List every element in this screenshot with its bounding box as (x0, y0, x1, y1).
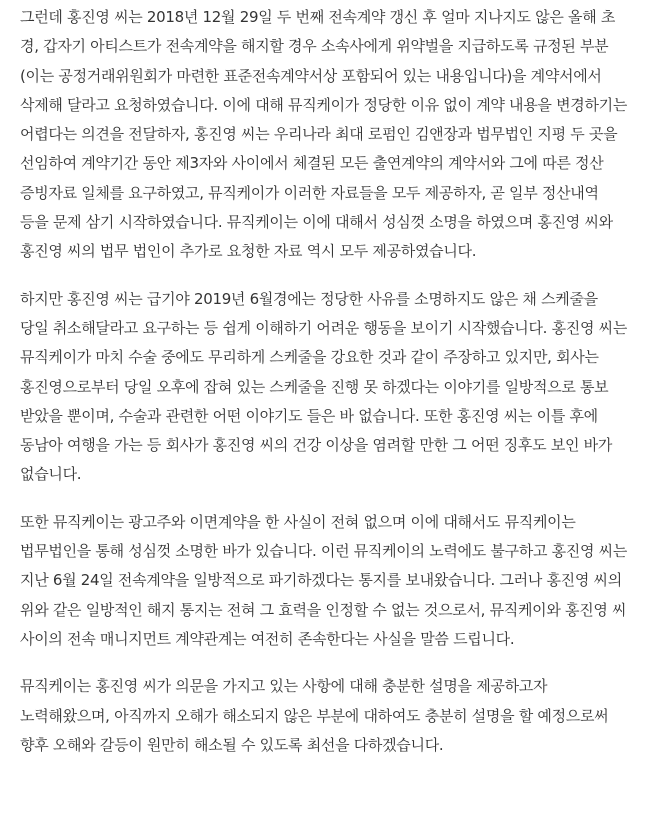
paragraph-3: 또한 뮤직케이는 광고주와 이면계약을 한 사실이 전혀 없으며 이에 대해서도 뮤직케이는 법무법인을 통해 성심껏 소명한 바가 있습니다. 이런 뮤직케이의 노력에도 불구하고 홍진영 씨는 지난 6월 24일 전속계약을 일방적으로 파기하겠다는 통지를 보내왔습니다. 그러나 홍진영 씨의 위와 같은 일방적인 해지 통지는 전혀 그 효력을 인정할 수 없는 것으로서, 뮤직케이와 홍진영 씨 사이의 전속 매니지먼트 계약관계는 여전히 존속한다는 사실을 말씀 드립니다. (20, 512, 628, 648)
paragraph-4: 뮤직케이는 홍진영 씨가 의문을 가지고 있는 사항에 대해 충분한 설명을 제공하고자 노력해왔으며, 아직까지 오해가 해소되지 않은 부분에 대하여도 충분히 설명을 할 예정으로써 향후 오해와 갈등이 원만히 해소될 수 있도록 최선을 다하겠습니다. (20, 677, 609, 754)
paragraph-2: 하지만 홍진영 씨는 급기야 2019년 6월경에는 정당한 사유를 소명하지도 않은 채 스케줄을 당일 취소해달라고 요구하는 등 쉽게 이해하기 어려운 행동을 보이기 시작했습니다. 홍진영 씨는 뮤직케이가 마치 수술 중에도 무리하게 스케줄을 강요한 것과 같이 주장하고 있지만, 회사는 홍진영으로부터 당일 오후에 잡혀 있는 스케줄을 진행 못 하겠다는 이야기를 일방적으로 통보 받았을 뿐이며, 수술과 관련한 어떤 이야기도 들은 바 없습니다. 또한 홍진영 씨는 이틀 후에 동남아 여행을 가는 등 회사가 홍진영 씨의 건강 이상을 염려할 만한 그 어떤 징후도 보인 바가 없습니다. (20, 289, 628, 484)
paragraph-1: 그런데 홍진영 씨는 2018년 12월 29일 두 번째 전속계약 갱신 후 얼마 지나지도 않은 올해 초 경, 갑자기 아티스트가 전속계약을 해지할 경우 소속사에게 위약벌을 지급하도록 규정된 부분(이는 공정거래위원회가 마련한 표준전속계약서상 포함되어 있는 내용입니다)을 계약서에서 삭제해 달라고 요청하였습니다. 이에 대해 뮤직케이가 정당한 이유 없이 계약 내용을 변경하기는 어렵다는 의견을 전달하자, 홍진영 씨는 우리나라 최대 로펌인 김앤장과 법무법인 지평 두 곳을 선임하여 계약기간 동안 제3자와 사이에서 체결된 모든 출연계약의 계약서와 그에 따른 정산 증빙자료 일체를 요구하였고, 뮤직케이가 이러한 자료들을 모두 제공하자, 곧 일부 정산내역 등을 문제 삼기 시작하였습니다. 뮤직케이는 이에 대해서 성심껏 소명을 하였으며 홍진영 씨와 홍진영 씨의 법무 법인이 추가로 요청한 자료 역시 모두 제공하였습니다. (20, 8, 628, 261)
article-body (20, 3, 630, 778)
